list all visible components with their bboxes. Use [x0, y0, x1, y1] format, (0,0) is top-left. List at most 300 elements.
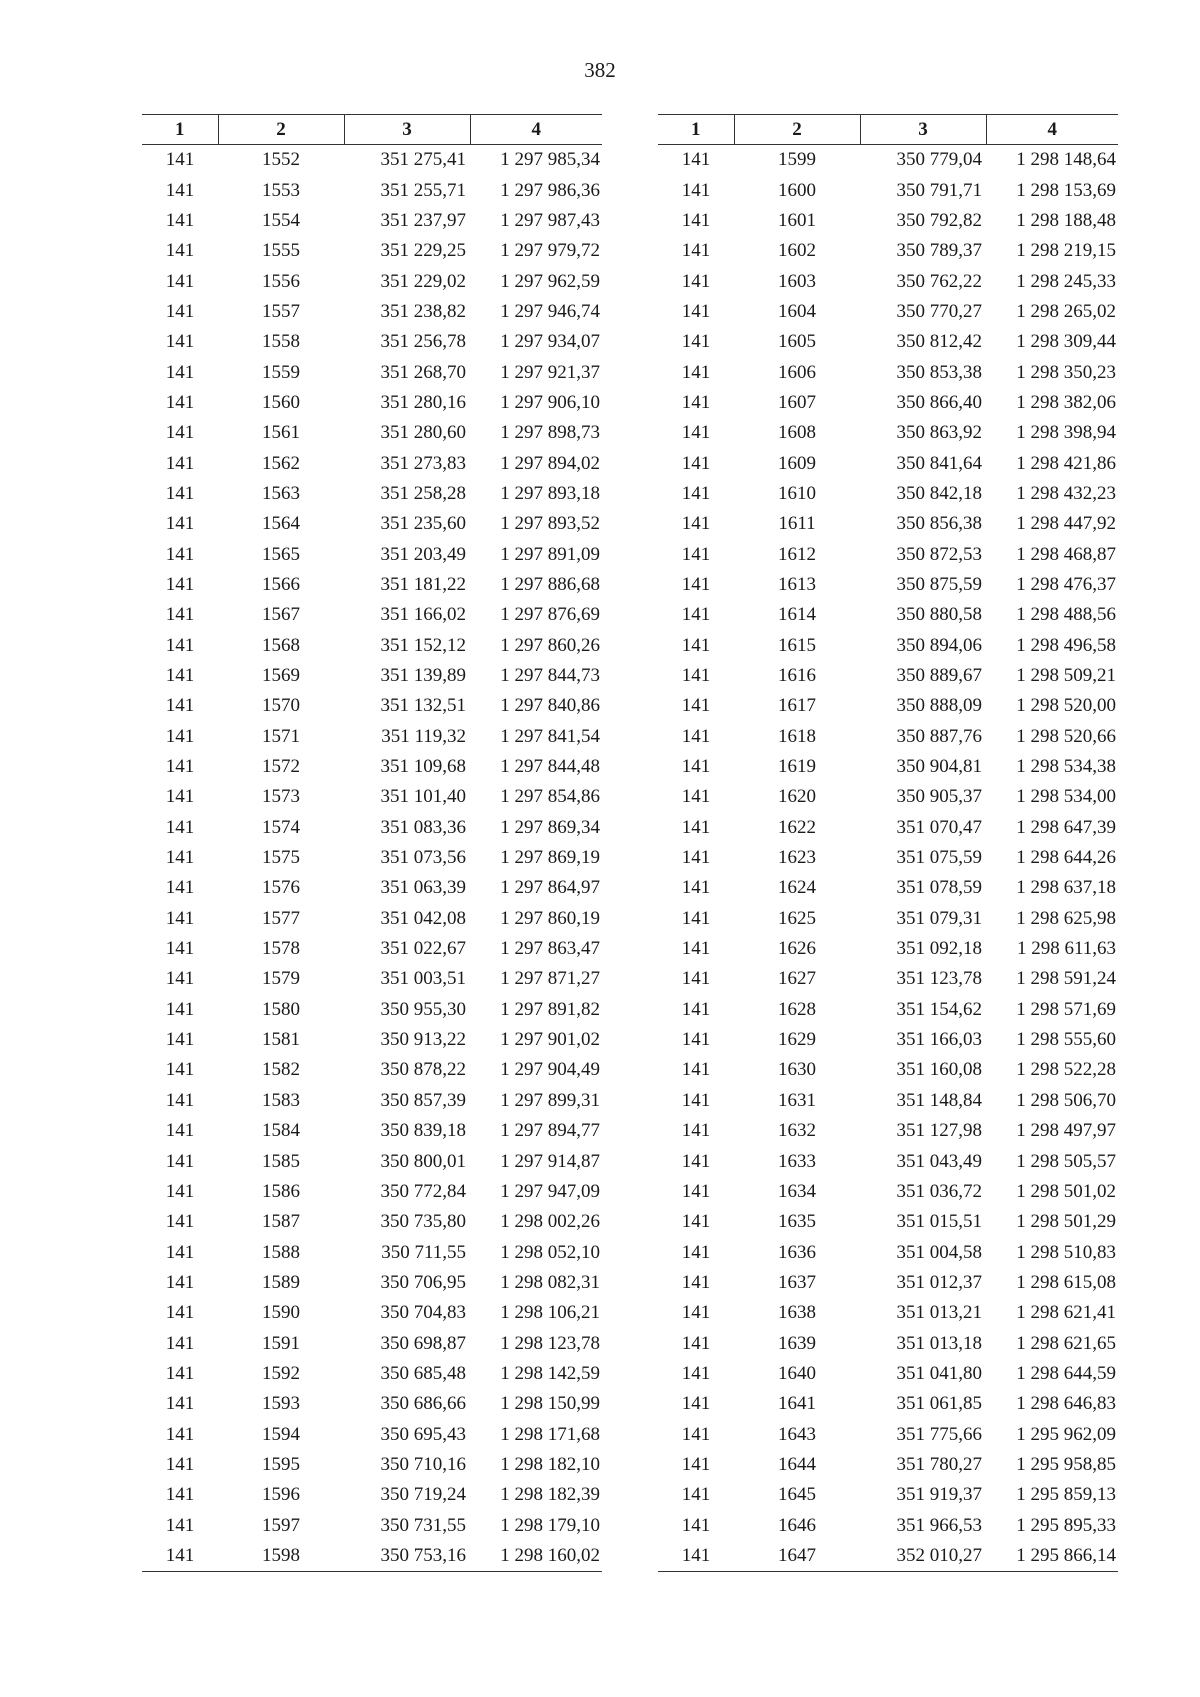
cell-col-2: 1581 — [262, 1029, 300, 1051]
cell-col-3: 350 685,48 — [380, 1362, 466, 1384]
cell-col-2: 1611 — [778, 513, 816, 535]
cell-col-2: 1586 — [262, 1180, 300, 1202]
cell-col-2: 1574 — [262, 816, 300, 838]
cell-col-2: 1639 — [778, 1332, 816, 1354]
coordinates-table-left — [142, 114, 602, 1572]
table-row — [658, 1389, 1118, 1419]
cell-col-1: 141 — [165, 361, 195, 383]
cell-col-3: 351 083,36 — [380, 816, 466, 838]
cell-col-2: 1605 — [778, 331, 816, 353]
cell-col-1: 141 — [165, 634, 195, 656]
table-row — [658, 995, 1118, 1025]
cell-col-3: 350 710,16 — [380, 1453, 466, 1475]
cell-col-4: 1 298 637,18 — [1016, 877, 1116, 899]
table-row — [658, 782, 1118, 812]
cell-col-1: 141 — [165, 1089, 195, 1111]
table-row — [658, 904, 1118, 934]
cell-col-4: 1 297 986,36 — [500, 179, 600, 201]
table-row — [142, 479, 602, 509]
cell-col-4: 1 298 534,38 — [1016, 756, 1116, 778]
table-row — [658, 1419, 1118, 1449]
cell-col-3: 351 238,82 — [380, 300, 466, 322]
cell-col-1: 141 — [681, 240, 711, 262]
table-row — [658, 1207, 1118, 1237]
cell-col-1: 141 — [165, 1059, 195, 1081]
table-row — [658, 1177, 1118, 1207]
cell-col-4: 1 298 644,59 — [1016, 1362, 1116, 1384]
cell-col-1: 141 — [165, 1302, 195, 1324]
cell-col-1: 141 — [681, 149, 711, 171]
cell-col-1: 141 — [142, 1541, 218, 1572]
table-row — [142, 570, 602, 600]
table-row — [658, 327, 1118, 357]
cell-col-2: 1592 — [262, 1362, 300, 1384]
cell-col-4: 1 295 895,33 — [1016, 1514, 1116, 1536]
column-header-4: 4 — [470, 115, 602, 145]
cell-col-1: 141 — [165, 938, 195, 960]
cell-col-4: 1 297 906,10 — [500, 391, 600, 413]
table-row — [142, 1025, 602, 1055]
cell-col-4: 1 298 555,60 — [1016, 1029, 1116, 1051]
cell-col-1: 141 — [681, 1423, 711, 1445]
table-row — [142, 388, 602, 418]
cell-col-3: 351 139,89 — [380, 665, 466, 687]
cell-col-4: 1 298 142,59 — [500, 1362, 600, 1384]
cell-col-3: 350 839,18 — [380, 1120, 466, 1142]
cell-col-2: 1579 — [262, 968, 300, 990]
cell-col-4: 1 297 871,27 — [500, 968, 600, 990]
column-header-1: 1 — [658, 115, 734, 145]
cell-col-1: 141 — [165, 756, 195, 778]
cell-col-4: 1 298 591,24 — [1016, 968, 1116, 990]
cell-col-3: 351 255,71 — [380, 179, 466, 201]
cell-col-3: 351 256,78 — [380, 331, 466, 353]
cell-col-2: 1576 — [262, 877, 300, 899]
cell-col-4: 1 297 987,43 — [500, 209, 600, 231]
cell-col-3: 350 735,80 — [380, 1211, 466, 1233]
cell-col-2: 1607 — [778, 391, 816, 413]
cell-col-4: 1 298 309,44 — [1016, 331, 1116, 353]
cell-col-4: 1 298 646,83 — [1016, 1393, 1116, 1415]
table-row — [142, 782, 602, 812]
cell-col-2: 1595 — [262, 1453, 300, 1475]
cell-col-4: 1 297 894,77 — [500, 1120, 600, 1142]
cell-col-3: 352 010,27 — [860, 1541, 986, 1572]
table-row — [658, 1146, 1118, 1176]
cell-col-2: 1619 — [778, 756, 816, 778]
table-row — [658, 813, 1118, 843]
cell-col-1: 141 — [681, 1211, 711, 1233]
cell-col-2: 1591 — [262, 1332, 300, 1354]
cell-col-3: 351 109,68 — [380, 756, 466, 778]
table-row — [658, 539, 1118, 569]
cell-col-2: 1575 — [262, 847, 300, 869]
table-row — [658, 873, 1118, 903]
cell-col-3: 351 101,40 — [380, 786, 466, 808]
cell-col-3: 350 856,38 — [896, 513, 982, 535]
cell-col-2: 1567 — [262, 604, 300, 626]
cell-col-1: 141 — [165, 786, 195, 808]
cell-col-3: 350 706,95 — [380, 1271, 466, 1293]
cell-col-1: 141 — [681, 1271, 711, 1293]
table-row — [658, 175, 1118, 205]
cell-col-4: 1 297 886,68 — [500, 573, 600, 595]
cell-col-2: 1556 — [262, 270, 300, 292]
cell-col-2: 1620 — [778, 786, 816, 808]
cell-col-3: 350 711,55 — [381, 1241, 466, 1263]
cell-col-4: 1 298 468,87 — [1016, 543, 1116, 565]
cell-col-2: 1625 — [778, 907, 816, 929]
cell-col-4: 1 297 860,26 — [500, 634, 600, 656]
cell-col-2: 1646 — [778, 1514, 816, 1536]
table-row — [658, 964, 1118, 994]
table-row — [658, 1450, 1118, 1480]
cell-col-1: 141 — [165, 391, 195, 413]
cell-col-1: 141 — [681, 1150, 711, 1172]
table-row — [142, 145, 602, 176]
cell-col-2: 1638 — [778, 1302, 816, 1324]
cell-col-1: 141 — [681, 1302, 711, 1324]
cell-col-4: 1 297 869,34 — [500, 816, 600, 838]
cell-col-1: 141 — [681, 573, 711, 595]
cell-col-3: 351 275,41 — [380, 149, 466, 171]
cell-col-3: 351 022,67 — [380, 938, 466, 960]
table-header-row — [658, 115, 1118, 145]
cell-col-1: 141 — [165, 1180, 195, 1202]
cell-col-3: 351 966,53 — [896, 1514, 982, 1536]
table-row — [658, 600, 1118, 630]
table-row — [142, 904, 602, 934]
table-row — [142, 539, 602, 569]
cell-col-4: 1 298 520,00 — [1016, 695, 1116, 717]
cell-col-4: 1 298 644,26 — [1016, 847, 1116, 869]
cell-col-3: 351 013,18 — [896, 1332, 982, 1354]
cell-col-4: 1 297 893,52 — [500, 513, 600, 535]
cell-col-3: 351 132,51 — [380, 695, 466, 717]
cell-col-3: 351 042,08 — [380, 907, 466, 929]
cell-col-3: 351 078,59 — [896, 877, 982, 899]
cell-col-1: 141 — [165, 695, 195, 717]
cell-col-2: 1601 — [778, 209, 816, 231]
cell-col-4: 1 298 447,92 — [1016, 513, 1116, 535]
column-header-3: 3 — [860, 115, 986, 145]
cell-col-1: 141 — [165, 1484, 195, 1506]
cell-col-1: 141 — [681, 543, 711, 565]
page-number: 382 — [584, 58, 616, 82]
table-row — [658, 570, 1118, 600]
cell-col-1: 141 — [681, 270, 711, 292]
cell-col-1: 141 — [165, 452, 195, 474]
cell-col-4: 1 298 571,69 — [1016, 998, 1116, 1020]
cell-col-4: 1 298 611,63 — [1016, 938, 1116, 960]
cell-col-3: 351 235,60 — [380, 513, 466, 535]
cell-col-4: 1 297 914,87 — [500, 1150, 600, 1172]
cell-col-3: 350 853,38 — [896, 361, 982, 383]
cell-col-1: 141 — [165, 1332, 195, 1354]
cell-col-3: 350 753,16 — [344, 1541, 470, 1572]
cell-col-3: 350 889,67 — [896, 665, 982, 687]
cell-col-4: 1 298 488,56 — [1016, 604, 1116, 626]
cell-col-4: 1 298 382,06 — [1016, 391, 1116, 413]
cell-col-1: 141 — [165, 1514, 195, 1536]
cell-col-2: 1559 — [262, 361, 300, 383]
cell-col-2: 1565 — [262, 543, 300, 565]
cell-col-2: 1614 — [778, 604, 816, 626]
cell-col-2: 1644 — [778, 1453, 816, 1475]
table-row — [142, 448, 602, 478]
cell-col-1: 141 — [681, 1241, 711, 1263]
cell-col-1: 141 — [681, 391, 711, 413]
cell-col-2: 1643 — [778, 1423, 816, 1445]
cell-col-1: 141 — [165, 270, 195, 292]
table-row — [142, 1207, 602, 1237]
cell-col-4: 1 297 979,72 — [500, 240, 600, 262]
cell-col-4: 1 298 647,39 — [1016, 816, 1116, 838]
table-row — [142, 722, 602, 752]
cell-col-2: 1554 — [262, 209, 300, 231]
table-row — [142, 631, 602, 661]
cell-col-3: 351 036,72 — [896, 1180, 982, 1202]
cell-col-3: 351 268,70 — [380, 361, 466, 383]
cell-col-3: 351 123,78 — [896, 968, 982, 990]
cell-col-2: 1572 — [262, 756, 300, 778]
cell-col-2: 1631 — [778, 1089, 816, 1111]
cell-col-1: 141 — [681, 1393, 711, 1415]
cell-col-1: 141 — [165, 240, 195, 262]
cell-col-4: 1 298 082,31 — [500, 1271, 600, 1293]
cell-col-3: 350 894,06 — [896, 634, 982, 656]
cell-col-1: 141 — [165, 1029, 195, 1051]
cell-col-3: 350 841,64 — [896, 452, 982, 474]
table-row — [658, 661, 1118, 691]
table-row — [142, 843, 602, 873]
table-row — [142, 236, 602, 266]
cell-col-4: 1 297 893,18 — [500, 482, 600, 504]
cell-col-3: 350 792,82 — [896, 209, 982, 231]
cell-col-3: 351 258,28 — [380, 482, 466, 504]
cell-col-1: 141 — [165, 1120, 195, 1142]
table-row — [142, 1359, 602, 1389]
cell-col-1: 141 — [681, 1453, 711, 1475]
cell-col-1: 141 — [165, 179, 195, 201]
cell-col-1: 141 — [681, 1514, 711, 1536]
cell-col-2: 1630 — [778, 1059, 816, 1081]
cell-col-2: 1583 — [262, 1089, 300, 1111]
cell-col-2: 1632 — [778, 1120, 816, 1142]
cell-col-4: 1 298 505,57 — [1016, 1150, 1116, 1172]
table-row — [658, 691, 1118, 721]
cell-col-1: 141 — [681, 482, 711, 504]
cell-col-2: 1588 — [262, 1241, 300, 1263]
cell-col-1: 141 — [165, 1453, 195, 1475]
cell-col-1: 141 — [165, 1211, 195, 1233]
table-row — [142, 266, 602, 296]
cell-col-2: 1589 — [262, 1271, 300, 1293]
cell-col-2: 1570 — [262, 695, 300, 717]
table-row — [658, 722, 1118, 752]
cell-col-2: 1636 — [778, 1241, 816, 1263]
cell-col-3: 351 127,98 — [896, 1120, 982, 1142]
cell-col-4: 1 298 476,37 — [1016, 573, 1116, 595]
cell-col-4: 1 298 106,21 — [500, 1302, 600, 1324]
cell-col-3: 351 043,49 — [896, 1150, 982, 1172]
cell-col-3: 351 229,25 — [380, 240, 466, 262]
cell-col-3: 350 800,01 — [380, 1150, 466, 1172]
cell-col-1: 141 — [658, 1541, 734, 1572]
cell-col-2: 1569 — [262, 665, 300, 687]
cell-col-4: 1 298 497,97 — [1016, 1120, 1116, 1142]
cell-col-2: 1633 — [778, 1150, 816, 1172]
cell-col-1: 141 — [165, 816, 195, 838]
cell-col-2: 1566 — [262, 573, 300, 595]
cell-col-4: 1 298 002,26 — [500, 1211, 600, 1233]
table-row — [142, 1146, 602, 1176]
table-row — [142, 418, 602, 448]
table-row — [142, 995, 602, 1025]
column-header-2: 2 — [218, 115, 344, 145]
cell-col-3: 351 229,02 — [380, 270, 466, 292]
cell-col-3: 350 719,24 — [380, 1484, 466, 1506]
cell-col-2: 1599 — [778, 149, 816, 171]
cell-col-2: 1597 — [262, 1514, 300, 1536]
table-row — [658, 1086, 1118, 1116]
table-row — [658, 1055, 1118, 1085]
cell-col-1: 141 — [165, 877, 195, 899]
cell-col-2: 1557 — [262, 300, 300, 322]
cell-col-2: 1618 — [778, 725, 816, 747]
cell-col-3: 350 866,40 — [896, 391, 982, 413]
cell-col-2: 1594 — [262, 1423, 300, 1445]
cell-col-4: 1 298 245,33 — [1016, 270, 1116, 292]
cell-col-2: 1608 — [778, 422, 816, 444]
table-row — [658, 843, 1118, 873]
cell-col-2: 1585 — [262, 1150, 300, 1172]
cell-col-4: 1 298 350,23 — [1016, 361, 1116, 383]
cell-col-2: 1578 — [262, 938, 300, 960]
cell-col-2: 1587 — [262, 1211, 300, 1233]
cell-col-2: 1600 — [778, 179, 816, 201]
cell-col-4: 1 295 866,14 — [986, 1541, 1118, 1572]
table-header-row — [142, 115, 602, 145]
table-row — [142, 1389, 602, 1419]
cell-col-4: 1 298 188,48 — [1016, 209, 1116, 231]
table-row — [658, 1359, 1118, 1389]
table-row — [142, 1541, 602, 1572]
cell-col-1: 141 — [681, 1120, 711, 1142]
table-row — [658, 1237, 1118, 1267]
cell-col-3: 351 075,59 — [896, 847, 982, 869]
cell-col-3: 350 770,27 — [896, 300, 982, 322]
cell-col-4: 1 298 123,78 — [500, 1332, 600, 1354]
cell-col-4: 1 298 625,98 — [1016, 907, 1116, 929]
cell-col-4: 1 298 179,10 — [500, 1514, 600, 1536]
cell-col-3: 350 704,83 — [380, 1302, 466, 1324]
cell-col-1: 141 — [681, 209, 711, 231]
cell-col-2: 1582 — [262, 1059, 300, 1081]
cell-col-1: 141 — [165, 1362, 195, 1384]
cell-col-3: 351 073,56 — [380, 847, 466, 869]
cell-col-1: 141 — [681, 604, 711, 626]
cell-col-1: 141 — [681, 938, 711, 960]
cell-col-3: 351 280,16 — [380, 391, 466, 413]
cell-col-4: 1 298 432,23 — [1016, 482, 1116, 504]
cell-col-1: 141 — [681, 877, 711, 899]
cell-col-1: 141 — [681, 300, 711, 322]
cell-col-4: 1 297 899,31 — [500, 1089, 600, 1111]
cell-col-3: 350 695,43 — [380, 1423, 466, 1445]
cell-col-2: 1560 — [262, 391, 300, 413]
cell-col-4: 1 297 962,59 — [500, 270, 600, 292]
table-row — [658, 266, 1118, 296]
cell-col-1: 141 — [681, 361, 711, 383]
cell-col-2: 1635 — [778, 1211, 816, 1233]
cell-col-3: 350 904,81 — [896, 756, 982, 778]
cell-col-2: 1598 — [218, 1541, 344, 1572]
table-row — [658, 1268, 1118, 1298]
cell-col-1: 141 — [165, 1241, 195, 1263]
cell-col-4: 1 298 219,15 — [1016, 240, 1116, 262]
cell-col-4: 1 297 898,73 — [500, 422, 600, 444]
table-row — [142, 600, 602, 630]
cell-col-4: 1 298 182,39 — [500, 1484, 600, 1506]
cell-col-4: 1 297 901,02 — [500, 1029, 600, 1051]
cell-col-3: 351 181,22 — [380, 573, 466, 595]
cell-col-4: 1 298 421,86 — [1016, 452, 1116, 474]
cell-col-1: 141 — [681, 847, 711, 869]
cell-col-1: 141 — [165, 573, 195, 595]
cell-col-2: 1637 — [778, 1271, 816, 1293]
table-row — [658, 297, 1118, 327]
cell-col-2: 1624 — [778, 877, 816, 899]
cell-col-1: 141 — [681, 756, 711, 778]
table-row — [658, 448, 1118, 478]
cell-col-4: 1 297 946,74 — [500, 300, 600, 322]
cell-col-1: 141 — [165, 300, 195, 322]
cell-col-2: 1610 — [778, 482, 816, 504]
cell-col-1: 141 — [681, 1362, 711, 1384]
cell-col-1: 141 — [681, 513, 711, 535]
cell-col-4: 1 298 398,94 — [1016, 422, 1116, 444]
cell-col-4: 1 298 153,69 — [1016, 179, 1116, 201]
cell-col-2: 1602 — [778, 240, 816, 262]
cell-col-2: 1627 — [778, 968, 816, 990]
table-row — [658, 236, 1118, 266]
table-row — [658, 934, 1118, 964]
cell-col-4: 1 295 859,13 — [1016, 1484, 1116, 1506]
cell-col-4: 1 298 265,02 — [1016, 300, 1116, 322]
cell-col-1: 141 — [681, 1029, 711, 1051]
cell-col-4: 1 298 052,10 — [500, 1241, 600, 1263]
cell-col-1: 141 — [681, 998, 711, 1020]
cell-col-3: 350 872,53 — [896, 543, 982, 565]
cell-col-2: 1622 — [778, 816, 816, 838]
cell-col-1: 141 — [165, 1150, 195, 1172]
cell-col-2: 1604 — [778, 300, 816, 322]
table-row — [142, 661, 602, 691]
cell-col-1: 141 — [681, 1089, 711, 1111]
cell-col-3: 351 063,39 — [380, 877, 466, 899]
table-row — [142, 1419, 602, 1449]
cell-col-4: 1 298 520,66 — [1016, 725, 1116, 747]
cell-col-1: 141 — [681, 1180, 711, 1202]
cell-col-1: 141 — [165, 604, 195, 626]
cell-col-4: 1 298 501,29 — [1016, 1211, 1116, 1233]
cell-col-3: 351 004,58 — [896, 1241, 982, 1263]
cell-col-3: 350 875,59 — [896, 573, 982, 595]
cell-col-1: 141 — [681, 725, 711, 747]
table-row — [658, 752, 1118, 782]
cell-col-3: 350 842,18 — [896, 482, 982, 504]
